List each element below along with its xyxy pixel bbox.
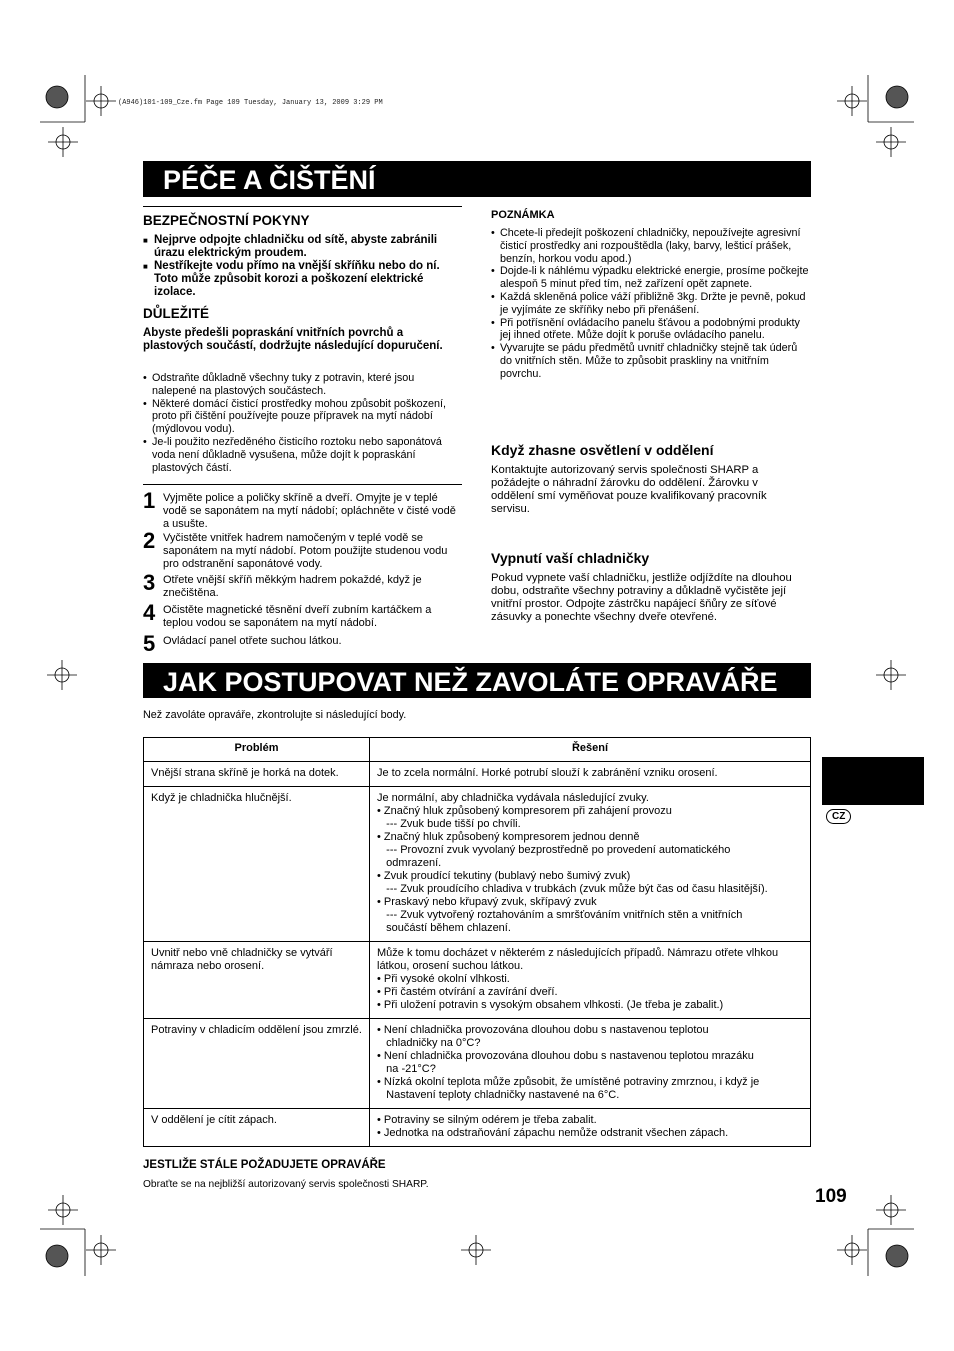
step-4	[143, 600, 463, 630]
important-intro: Abyste předešli popraskání vnitřních povrchů a plastových součástí, dodržujte následující dopuručení.	[143, 327, 443, 352]
solution-cell: • Potraviny se silným odérem je třeba zabalit. • Jednotka na odstraňování zápachu nemůže odstranit všechen zápach.	[370, 1109, 811, 1147]
file-header: (A946)101-109_Cze.fm Page 109 Tuesday, January 13, 2009 3:29 PM	[118, 99, 383, 107]
list-item: • Je-li použito nezředěného čisticího roztoku nebo saponátová voda není důkladně vysušena, může dojít k popraskání plastových částí.	[143, 436, 461, 474]
solution-cell: Může k tomu docházet v některém z následujících případů. Námrazu otřete vlhkou látkou, orosení suchou látkou. • Při vysoké okolní vlhkosti. • Při častém otvírání a zavírání dveří. • Při uložení potravin s vysokým obsahem vlhkosti. (Je třeba je zabalit.)	[370, 942, 811, 1019]
light-heading: Když zhasne osvětlení v oddělení	[491, 442, 714, 458]
step-1	[143, 488, 463, 531]
step-number: 1	[143, 488, 156, 513]
table-row	[144, 1019, 811, 1109]
off-text: Pokud vypnete vaší chladničku, jestliže odjíždíte na dlouhou dobu, odstraňte všechny potraviny a důkladně vyčistěte její vnitřní prostor. Odpojte zástrčku napájecí šňůry ze síťové zásuvky a ponechte všechny dveře otevřené.	[491, 572, 792, 623]
list-item: • Každá skleněná police váží přibližně 3kg. Držte je pevně, pokud je vyjímáte ze skříňky nebo při přenášení.	[491, 291, 809, 317]
list-item: • Odstraňte důkladně všechny tuky z potravin, které jsou nalepené na plastových součástech.	[143, 372, 461, 398]
troubleshooting-intro: Než zavoláte opraváře, zkontrolujte si následující body.	[143, 709, 407, 721]
list-item: • Dojde-li k náhlému výpadku elektrické energie, prosíme počkejte alespoň 5 minut před tím, než zařízení opět zapnete.	[491, 265, 809, 291]
step-number: 3	[143, 570, 156, 595]
divider	[143, 484, 462, 485]
problem-cell: Potraviny v chladicím oddělení jsou zmrzlé.	[144, 1019, 370, 1109]
solution-cell: Je to zcela normální. Horké potrubí slouží k zabránění vzniku orosení.	[370, 762, 811, 787]
table-row	[144, 787, 811, 942]
list-item: • Při potřísnění ovládacího panelu šťávou a podobnými produkty jej ihned otřete. Může dojít k poruše ovládacího panelu.	[491, 317, 809, 343]
page-number: 109	[815, 1186, 847, 1207]
table-row	[144, 1109, 811, 1147]
problem-cell: Vnější strana skříně je horká na dotek.	[144, 762, 370, 787]
divider	[143, 206, 462, 207]
problem-cell: Uvnitř nebo vně chladničky se vytváří námraza nebo orosení.	[144, 942, 370, 1019]
list-item: • Vyvarujte se pádu předmětů uvnitř chladničky stejně tak úderů do vnitřních stěn. Může to způsobit praskliny na vnitřním povrchu.	[491, 342, 809, 380]
step-text: Vyjměte police a poličky skříně a dveří. Omyjte je v teplé vodě se saponátem na mytí nádobí; opláchněte v čisté vodě a usušte.	[163, 492, 456, 530]
language-tab	[822, 757, 924, 805]
off-heading: Vypnutí vaší chladničky	[491, 550, 650, 566]
column-header-problem: Problém	[144, 738, 370, 762]
step-text: Ovládací panel otřete suchou látkou.	[163, 635, 342, 647]
list-item: ■ Nestříkejte vodu přímo na vnější skříňku nebo do ní. Toto může způsobit korozi a poškození elektrické izolace.	[143, 260, 463, 299]
repair-text: Obraťte se na nejbližší autorizovaný servis společnosti SHARP.	[143, 1179, 429, 1190]
section-title-care: PÉČE A ČIŠTĚNÍ	[143, 161, 811, 197]
step-3	[143, 570, 463, 600]
column-header-solution: Řešení	[370, 738, 811, 762]
step-2	[143, 528, 463, 571]
step-number: 4	[143, 600, 156, 625]
important-list	[143, 372, 461, 474]
table-row	[144, 762, 811, 787]
step-text: Vyčistěte vnitřek hadrem namočeným v teplé vodě se saponátem na mytí nádobí. Potom použijte studenou vodu pro odstranění saponátové vody.	[163, 532, 448, 570]
safety-list	[143, 234, 463, 299]
step-5	[143, 631, 463, 656]
solution-cell: Je normální, aby chladnička vydávala následující zvuky. • Značný hluk způsobený kompresorem při zahájení provozu --- Zvuk bude tišší po chvíli. • Značný hluk způsobený kompresorem jednou denně --- Provozní zvuk vyvolaný bezprostředně po provedení automatického odmrazení. • Zvuk proudící tekutiny (bublavý nebo šumivý zvuk) --- Zvuk proudícího chladiva v trubkách (zvuk může být čas od času hlasitější). • Praskavý nebo křupavý zvuk, skřípavý zvuk --- Zvuk vytvořený roztahováním a smršťováním vnitřních stěn a vnitřních součástí během chlazení.	[370, 787, 811, 942]
problem-cell: Když je chladnička hlučnější.	[144, 787, 370, 942]
light-text: Kontaktujte autorizovaný servis společnosti SHARP a požádejte o náhradní žárovku do oddělení. Žárovku v oddělení smí vyměňovat pouze kvalifikovaný pracovník servisu.	[491, 464, 767, 515]
important-heading: DŮLEŽITÉ	[143, 306, 209, 321]
table-row	[144, 942, 811, 1019]
note-list	[491, 227, 809, 381]
safety-heading: BEZPEČNOSTNÍ POKYNY	[143, 213, 310, 228]
section-title-troubleshooting: JAK POSTUPOVAT NEŽ ZAVOLÁTE OPRAVÁŘE	[143, 663, 811, 698]
repair-heading: JESTLIŽE STÁLE POŽADUJETE OPRAVÁŘE	[143, 1159, 386, 1171]
language-badge: CZ	[826, 809, 851, 824]
list-item: • Některé domácí čisticí prostředky mohou způsobit poškození, proto při čištění používejte pouze přípravek na mytí nádobí (mýdlovou vodu).	[143, 398, 461, 436]
step-number: 5	[143, 631, 156, 656]
step-number: 2	[143, 528, 156, 553]
step-text: Otřete vnější skříň měkkým hadrem pokaždé, když je znečištěna.	[163, 574, 422, 599]
table-header-row	[144, 738, 811, 762]
problem-cell: V oddělení je cítit zápach.	[144, 1109, 370, 1147]
list-item: • Chcete-li předejít poškození chladničky, nepoužívejte agresivní čisticí prostředky ani rozpouštědla (laky, barvy, lešticí prášek, benzín, horkou vodu apod.)	[491, 227, 809, 265]
note-heading: POZNÁMKA	[491, 209, 555, 221]
troubleshooting-table	[143, 737, 811, 1147]
solution-cell: • Není chladnička provozována dlouhou dobu s nastavenou teplotou chladničky na 0°C? • Není chladnička provozována dlouhou dobu s nastavenou teplotou mrazáku na -21°C? • Nízká okolní teplota může způsobit, že umístěné potraviny zmrznou, i když je Nastavení teploty chladničky nastavené na 6°C.	[370, 1019, 811, 1109]
step-text: Očistěte magnetické těsnění dveří zubním kartáčkem a teplou vodou se saponátem na mytí nádobí.	[163, 604, 432, 629]
list-item: ■ Nejprve odpojte chladničku od sítě, abyste zabránili úrazu elektrickým proudem.	[143, 234, 463, 260]
